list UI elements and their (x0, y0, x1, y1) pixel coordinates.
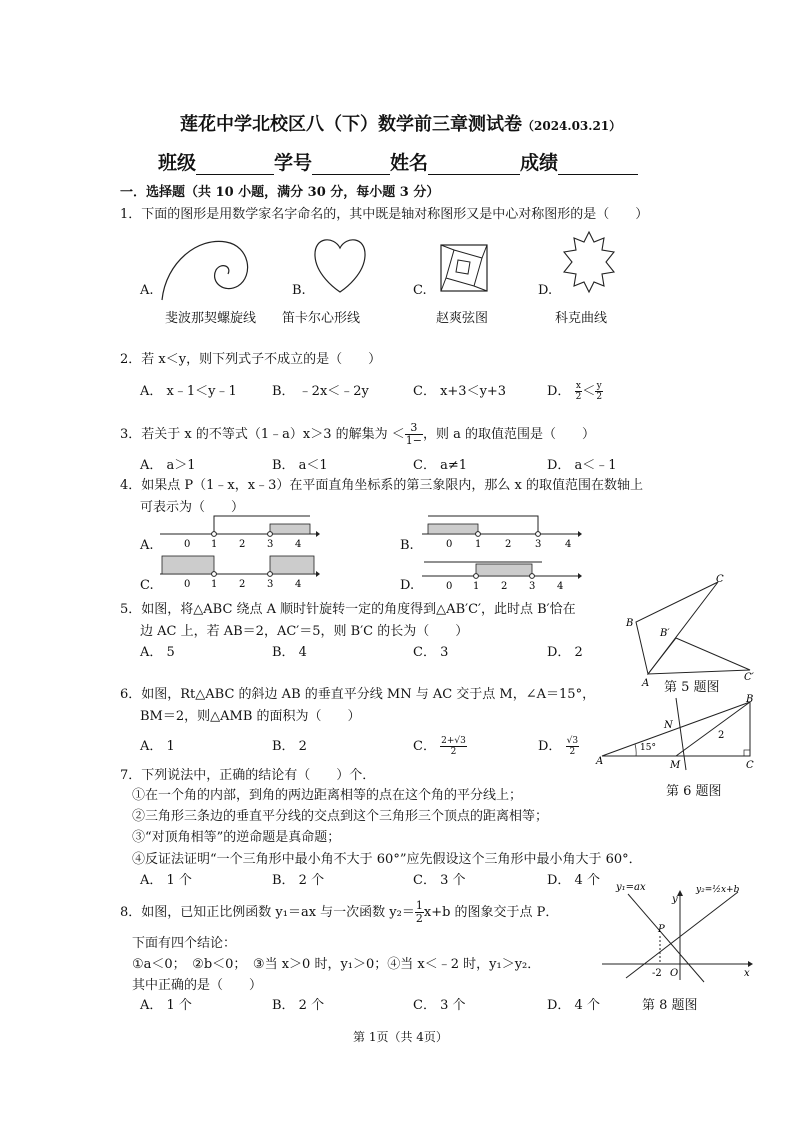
q4-letter-b: B. (400, 538, 414, 553)
exam-date: （2024.03.21） (522, 119, 622, 133)
q8-stem: 8．如图，已知正比例函数 y₁＝ax 与一次函数 y₂＝ $\frac{1}{2}$ x+b 的图象交于点 P． (120, 899, 559, 925)
q5-option-a: A． 5 (140, 645, 175, 660)
q7-option-a: A． 1 个 (140, 873, 192, 888)
q8-option-c: C． 3 个 (413, 998, 466, 1013)
number-line-a (160, 514, 320, 550)
svg-text:2: 2 (239, 579, 246, 590)
q6-option-b: B． 2 (272, 739, 307, 754)
q2-stem: 2．若 x＜y，则下列式子不成立的是（ ） (120, 352, 382, 367)
q7-option-d: D． 4 个 (547, 873, 600, 888)
score-label: 成绩 (520, 152, 559, 174)
student-info-row (158, 148, 638, 175)
q2-option-d: D． $\frac{x}{2}$ ＜ $\frac{y}{2}$ (547, 381, 603, 402)
svg-text:C: C (746, 760, 754, 771)
cardioid-figure (312, 236, 368, 294)
svg-text:B: B (746, 694, 754, 705)
svg-text:y₁=ax: y₁=ax (616, 882, 646, 893)
q4-stem-line1: 4．如果点 P（1﹣x，x﹣3）在平面直角坐标系的第三象限内，那么 x 的取值范围在数轴上 (120, 478, 643, 493)
svg-text:0: 0 (184, 579, 191, 590)
svg-text:4: 4 (295, 579, 302, 590)
q5-caption: 第 5 题图 (664, 680, 720, 695)
q4-stem-line2: 可表示为（ ） (140, 500, 245, 515)
q8-line4: 其中正确的是（ ） (132, 978, 263, 993)
svg-text:A: A (642, 678, 650, 689)
section-heading: 一．选择题（共 10 小题，满分 30 分，每小题 3 分） (120, 185, 440, 200)
q6-stem-line2: BM＝2，则△AMB 的面积为（ ） (140, 709, 361, 724)
q1-letter-a: A. (140, 283, 154, 298)
name-blank[interactable] (428, 156, 520, 175)
svg-text:3: 3 (535, 539, 542, 550)
q3-option-b: B． a＜1 (272, 458, 328, 473)
svg-text:P: P (658, 924, 665, 935)
score-blank[interactable] (558, 156, 638, 175)
zhao-shuang-figure (440, 244, 488, 292)
svg-text:4: 4 (295, 539, 302, 550)
class-blank[interactable] (196, 156, 274, 175)
q1-name-b: 笛卡尔心形线 (282, 311, 361, 326)
svg-text:3: 3 (267, 539, 274, 550)
svg-text:1: 1 (211, 579, 218, 590)
class-label: 班级 (158, 152, 197, 174)
svg-text:0: 0 (446, 581, 453, 592)
q1-letter-d: D. (538, 283, 553, 298)
id-label: 学号 (274, 152, 313, 174)
number-line-d (422, 556, 582, 592)
q8-option-b: B． 2 个 (272, 998, 325, 1013)
q3-stem: 3．若关于 x 的不等式（1﹣a）x＞3 的解集为 ＜ $\frac{3}{1-}$ ，则 a 的取值范围是（ ） (120, 421, 596, 447)
q8-graph-figure (600, 878, 756, 982)
q7-item-2: ②三角形三条边的垂直平分线的交点到这个三角形三个顶点的距离相等； (132, 809, 549, 824)
q3-option-a: A． a＞1 (140, 458, 196, 473)
svg-text:0: 0 (446, 539, 453, 550)
q1-letter-c: C. (413, 283, 427, 298)
svg-text:M: M (670, 760, 681, 771)
q8-caption: 第 8 题图 (642, 998, 698, 1013)
q5-option-b: B． 4 (272, 645, 307, 660)
q7-item-4: ④反证法证明“一个三角形中最小角不大于 60°”应先假设这个三角形中最小角大于 60°． (132, 852, 642, 867)
svg-text:y: y (672, 894, 678, 905)
q2-option-b: B． ﹣2x＜﹣2y (272, 384, 369, 399)
q8-option-d: D． 4 个 (547, 998, 600, 1013)
q1-letter-b: B. (292, 283, 306, 298)
svg-text:y₂=½x+b: y₂=½x+b (696, 885, 740, 895)
q4-letter-d: D. (400, 578, 415, 593)
svg-text:C: C (716, 574, 724, 585)
svg-text:2: 2 (505, 539, 512, 550)
q6-option-a: A． 1 (140, 739, 175, 754)
q7-option-c: C． 3 个 (413, 873, 466, 888)
q7-item-1: ①在一个角的内部，到角的两边距离相等的点在这个角的平分线上； (132, 788, 523, 803)
svg-text:N: N (664, 720, 673, 731)
q4-letter-c: C. (140, 578, 154, 593)
svg-text:4: 4 (557, 581, 564, 592)
q8-option-a: A． 1 个 (140, 998, 192, 1013)
svg-text:-2: -2 (652, 968, 662, 979)
svg-text:O: O (670, 968, 679, 979)
svg-text:1: 1 (473, 581, 480, 592)
q8-line2: 下面有四个结论： (132, 936, 237, 951)
q1-name-d: 科克曲线 (555, 311, 608, 326)
q5-option-c: C． 3 (413, 645, 449, 660)
page-title: 莲花中学北校区八（下）数学前三章测试卷（2024.03.21） (180, 114, 622, 135)
svg-text:2: 2 (718, 730, 725, 741)
q7-item-3: ③“对顶角相等”的逆命题是真命题； (132, 830, 341, 845)
q2-option-c: C． x+3＜y+3 (413, 384, 507, 399)
q8-conclusions: ①a＜0； ②b＜0； ③当 x＞0 时，y₁＞0；④当 x＜﹣2 时，y₁＞y₂． (132, 957, 541, 972)
q5-option-d: D． 2 (547, 645, 583, 660)
q5-stem-line2: 边 AC 上，若 AB＝2，AC′＝5，则 B′C 的长为（ ） (140, 624, 469, 639)
koch-curve-figure (556, 230, 622, 296)
svg-text:B′: B′ (660, 628, 670, 639)
id-blank[interactable] (312, 156, 390, 175)
q3-option-c: C． a≠1 (413, 458, 467, 473)
q6-option-d: D． $\frac{√3}{2}$ (538, 736, 579, 757)
q6-stem-line1: 6．如图，Rt△ABC 的斜边 AB 的垂直平分线 MN 与 AC 交于点 M，∠A＝15°， (120, 687, 596, 702)
name-label: 姓名 (390, 152, 429, 174)
number-line-c (160, 554, 320, 590)
svg-text:1: 1 (211, 539, 218, 550)
svg-text:C′: C′ (744, 672, 754, 683)
q3-option-d: D． a＜﹣1 (547, 458, 617, 473)
svg-text:1: 1 (475, 539, 482, 550)
svg-text:B: B (626, 618, 634, 629)
q5-stem-line1: 5．如图，将△ABC 绕点 A 顺时针旋转一定的角度得到△AB′C′，此时点 B′恰在 (120, 602, 576, 617)
svg-text:2: 2 (239, 539, 246, 550)
number-line-b (422, 514, 582, 550)
svg-text:3: 3 (529, 581, 536, 592)
q6-option-c: C． $\frac{2+√3}{2}$ (413, 736, 466, 757)
page-footer: 第 1页（共 4页） (353, 1030, 448, 1044)
q6-caption: 第 6 题图 (666, 784, 722, 799)
q6-triangle-figure (596, 694, 760, 774)
q7-stem: 7．下列说法中，正确的结论有（ ）个． (120, 768, 376, 783)
q2-option-a: A． x﹣1＜y﹣1 (140, 384, 237, 399)
svg-text:3: 3 (267, 579, 274, 590)
svg-text:2: 2 (501, 581, 508, 592)
q4-letter-a: A. (140, 538, 154, 553)
fibonacci-spiral-figure (158, 232, 258, 304)
q1-name-a: 斐波那契螺旋线 (165, 311, 257, 326)
q1-name-c: 赵爽弦图 (436, 311, 489, 326)
svg-text:A: A (596, 756, 604, 767)
q7-option-b: B． 2 个 (272, 873, 325, 888)
q1-stem: 1．下面的图形是用数学家名字命名的，其中既是轴对称图形又是中心对称图形的是（ ） (120, 207, 649, 222)
svg-text:4: 4 (565, 539, 572, 550)
svg-text:15°: 15° (640, 743, 656, 753)
svg-text:0: 0 (184, 539, 191, 550)
svg-text:x: x (744, 968, 750, 979)
